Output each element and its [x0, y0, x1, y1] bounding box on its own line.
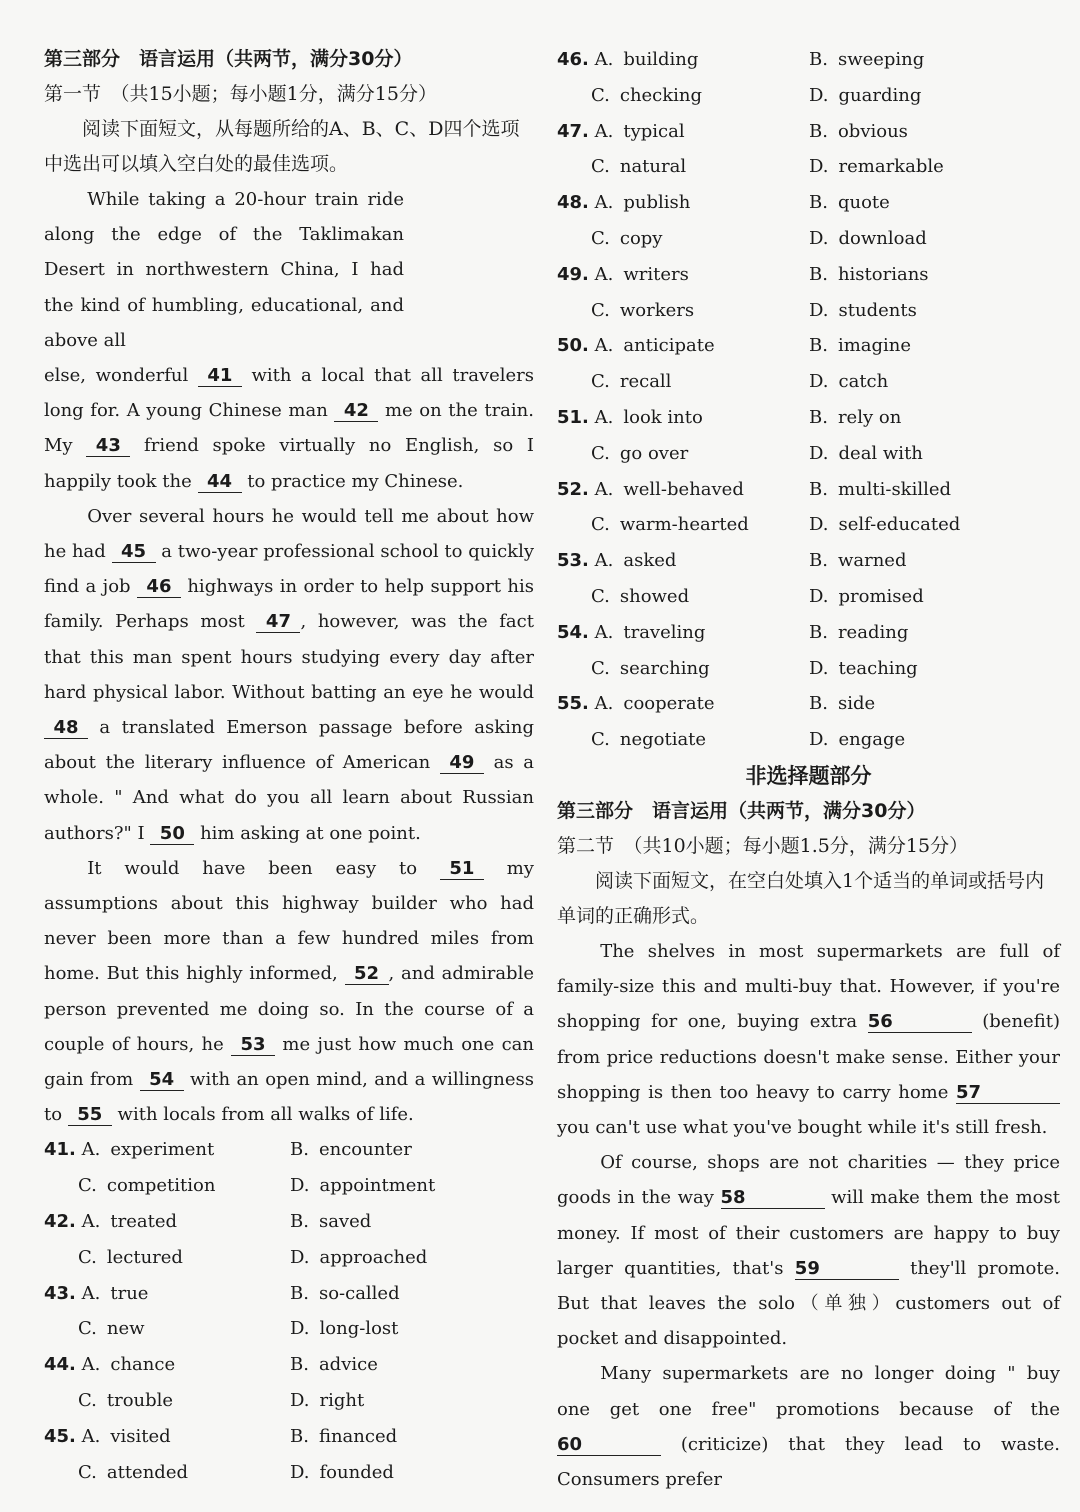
option-letter: B. — [290, 1139, 309, 1161]
options-41-45 — [44, 1132, 534, 1490]
passage-text: as a whole. " And what do you all learn about Russian authors?" I — [44, 752, 534, 844]
option-b[interactable] — [809, 472, 1060, 508]
option-b[interactable] — [809, 328, 1060, 364]
option-text: appointment — [319, 1175, 436, 1197]
option-text: traveling — [623, 621, 706, 643]
question-number: 42. — [44, 1211, 76, 1233]
option-a[interactable] — [557, 543, 809, 579]
question-number: 47. — [557, 120, 589, 142]
option-d[interactable] — [809, 579, 1060, 615]
option-d[interactable] — [809, 149, 1060, 185]
option-text: historians — [837, 263, 929, 285]
left-column — [44, 42, 534, 1490]
option-d[interactable] — [809, 651, 1060, 687]
blank-47[interactable]: 47 — [256, 612, 300, 633]
option-b[interactable] — [809, 185, 1060, 221]
option-a[interactable] — [557, 472, 809, 508]
passage-text: with a local that all travelers long for. A young Chinese man — [44, 365, 535, 422]
option-text: catch — [838, 371, 889, 393]
option-text: copy — [619, 227, 663, 249]
blank-46[interactable]: 46 — [137, 577, 181, 598]
part1-heading: 第一节 （共15小题；每小题1分，满分15分） — [44, 83, 437, 105]
option-b[interactable] — [809, 400, 1060, 436]
option-a[interactable] — [557, 328, 809, 364]
option-c[interactable] — [44, 1168, 290, 1204]
option-letter: B. — [809, 192, 828, 214]
passage1-paragraph2 — [44, 499, 534, 851]
passage-text: a translated Emerson passage before asking about the literary influence of American — [44, 717, 534, 774]
passage-text: The shelves in most supermarkets are full of family-size this and multi-buy that. However, if you're shopping for one, buying extra — [557, 940, 1060, 1033]
option-letter: A. — [594, 406, 614, 428]
option-b[interactable] — [290, 1132, 534, 1168]
option-text: experiment — [110, 1139, 215, 1161]
option-text: advice — [318, 1354, 378, 1376]
option-text: workers — [619, 299, 695, 321]
option-row — [557, 579, 1060, 615]
option-row — [557, 722, 1060, 758]
option-row — [557, 149, 1060, 185]
option-letter: D. — [809, 657, 829, 679]
option-letter: A. — [594, 192, 614, 214]
option-a[interactable] — [557, 42, 809, 78]
question-number: 46. — [557, 49, 589, 70]
passage-text: my assumptions about this highway builder who had never been more than a few hundred miles from home. But this highly informed, — [44, 857, 534, 985]
option-letter: C. — [78, 1175, 97, 1197]
question-number: 41. — [44, 1139, 76, 1161]
option-letter: C. — [591, 156, 610, 178]
blank-58[interactable]: 58 — [721, 1188, 825, 1209]
option-text: multi-skilled — [837, 478, 952, 500]
passage-text: with an open mind, and a willingness to — [44, 1069, 534, 1126]
passage-text: will make them the most money. If most of their customers are happy to buy larger quantities, that's — [557, 1187, 1060, 1279]
option-c[interactable] — [557, 364, 809, 400]
passage-text: with locals from all walks of life. — [117, 1104, 414, 1126]
option-row — [44, 1383, 534, 1419]
option-letter: C. — [78, 1390, 97, 1412]
option-letter: C. — [591, 585, 610, 607]
option-text: new — [106, 1318, 145, 1340]
option-letter: A. — [594, 693, 614, 715]
option-text: deal with — [838, 442, 923, 464]
option-c[interactable] — [557, 579, 809, 615]
option-text: encounter — [318, 1139, 412, 1161]
passage-text: you can't use what you've bought while it's still fresh. — [557, 1116, 1048, 1138]
option-d[interactable] — [809, 722, 1060, 758]
passage-text: While taking a 20-hour train ride along the edge of the Taklimakan Desert in northwestern China, I had the kind of humbling, educational, and above all — [44, 189, 404, 351]
option-text: warned — [837, 550, 907, 572]
option-letter: C. — [591, 729, 610, 751]
option-b[interactable] — [809, 257, 1060, 293]
option-letter: C. — [591, 442, 610, 464]
option-b[interactable] — [809, 114, 1060, 150]
option-text: recall — [619, 371, 672, 393]
option-c[interactable] — [557, 651, 809, 687]
option-text: obvious — [837, 120, 908, 142]
option-row — [557, 328, 1060, 364]
option-text: go over — [619, 442, 689, 464]
question-number: 43. — [44, 1282, 76, 1304]
option-letter: D. — [809, 299, 829, 321]
option-text: checking — [619, 84, 703, 106]
option-row — [44, 1347, 534, 1383]
option-c[interactable] — [557, 722, 809, 758]
option-row — [557, 472, 1060, 508]
blank-48[interactable]: 48 — [44, 718, 88, 739]
question-number: 52. — [557, 478, 589, 500]
option-letter: D. — [809, 442, 829, 464]
option-text: chance — [110, 1354, 176, 1376]
option-a[interactable] — [44, 1204, 290, 1240]
passage-text: , and admirable person prevented me doing so. In the course of a couple of hours, he — [44, 963, 534, 1055]
option-b[interactable] — [809, 42, 1060, 78]
option-text: showed — [619, 585, 690, 607]
option-text: self-educated — [838, 514, 961, 536]
option-letter: D. — [290, 1461, 310, 1483]
option-letter: B. — [809, 406, 828, 428]
option-row — [44, 1132, 534, 1168]
option-row — [557, 400, 1060, 436]
option-c[interactable] — [557, 221, 809, 257]
option-row — [44, 1419, 534, 1455]
passage-text: me just how much one can gain from — [44, 1033, 535, 1091]
option-a[interactable] — [44, 1419, 290, 1455]
option-b[interactable] — [809, 686, 1060, 722]
option-text: competition — [106, 1175, 216, 1197]
option-c[interactable] — [557, 78, 809, 114]
option-text: engage — [838, 729, 906, 751]
passage-text: highways in order to help support his family. Perhaps most — [44, 576, 534, 633]
option-letter: D. — [809, 514, 829, 536]
option-c[interactable] — [44, 1455, 290, 1491]
option-letter: C. — [591, 657, 610, 679]
option-letter: C. — [591, 514, 610, 536]
option-text: right — [319, 1390, 365, 1412]
option-text: publish — [623, 192, 691, 214]
blank-56[interactable]: 56 — [868, 1012, 972, 1033]
option-row — [557, 42, 1060, 78]
option-letter: D. — [290, 1390, 310, 1412]
option-c[interactable] — [557, 507, 809, 543]
option-d[interactable] — [290, 1311, 534, 1347]
option-text: saved — [318, 1211, 372, 1233]
passage-text: me on the train. My — [44, 400, 534, 457]
option-letter: C. — [591, 84, 610, 106]
option-letter: C. — [78, 1246, 97, 1268]
option-b[interactable] — [809, 615, 1060, 651]
option-text: building — [623, 49, 699, 70]
option-text: so-called — [318, 1282, 400, 1304]
passage-text: Over several hours he would tell me about how he had — [44, 505, 534, 563]
option-text: financed — [318, 1425, 398, 1447]
option-c[interactable] — [557, 149, 809, 185]
option-b[interactable] — [290, 1204, 534, 1240]
blank-51[interactable]: 51 — [440, 859, 484, 880]
option-text: look into — [623, 406, 703, 428]
passage2-paragraph3 — [557, 1356, 1060, 1497]
option-a[interactable] — [44, 1132, 290, 1168]
option-letter: B. — [809, 335, 828, 357]
option-row — [44, 1168, 534, 1204]
option-letter: D. — [809, 227, 829, 249]
option-row — [557, 293, 1060, 329]
blank-54[interactable]: 54 — [140, 1070, 184, 1091]
question-number: 44. — [44, 1354, 76, 1376]
option-letter: B. — [290, 1282, 309, 1304]
passage-text: Of course, shops are not charities — they price goods in the way — [557, 1152, 1060, 1209]
option-d[interactable] — [290, 1383, 534, 1419]
option-a[interactable] — [557, 114, 809, 150]
option-letter: C. — [591, 227, 610, 249]
option-text: guarding — [838, 84, 922, 106]
option-row — [44, 1276, 534, 1312]
option-row — [557, 686, 1060, 722]
option-row — [557, 114, 1060, 150]
option-row — [557, 78, 1060, 114]
option-text: founded — [319, 1461, 394, 1483]
blank-45[interactable]: 45 — [112, 542, 156, 563]
option-letter: A. — [81, 1425, 101, 1447]
option-letter: B. — [809, 478, 828, 500]
passage-text: they'll promote. But that leaves the solo（单独）customers out of pocket and disappointed. — [557, 1257, 1060, 1350]
option-letter: D. — [809, 371, 829, 393]
option-text: typical — [623, 120, 685, 142]
option-row — [557, 364, 1060, 400]
option-b[interactable] — [290, 1419, 534, 1455]
option-letter: A. — [594, 550, 614, 572]
option-letter: C. — [78, 1461, 97, 1483]
passage1-paragraph1 — [44, 358, 534, 499]
option-text: searching — [619, 657, 710, 679]
options-46-55 — [557, 42, 1060, 758]
passage-text: It would have been easy to — [87, 857, 418, 879]
option-row — [557, 615, 1060, 651]
option-text: warm-hearted — [619, 514, 749, 536]
option-letter: A. — [81, 1139, 101, 1161]
passage-text: else, wonderful — [44, 365, 189, 387]
option-row — [44, 1240, 534, 1276]
section3-heading-repeat: 第三部分 语言运用（共两节，满分30分） — [557, 799, 926, 822]
option-text: side — [837, 693, 876, 715]
option-text: students — [838, 299, 917, 321]
option-text: lectured — [106, 1246, 183, 1268]
blank-55[interactable]: 55 — [68, 1105, 112, 1126]
section3-heading: 第三部分 语言运用（共两节，满分30分） — [44, 48, 413, 70]
option-a[interactable] — [557, 400, 809, 436]
option-row — [557, 257, 1060, 293]
option-row — [557, 507, 1060, 543]
option-letter: B. — [290, 1354, 309, 1376]
option-c[interactable] — [44, 1240, 290, 1276]
option-text: trouble — [106, 1390, 174, 1412]
blank-50[interactable]: 50 — [150, 824, 194, 845]
option-text: well-behaved — [623, 478, 744, 500]
option-letter: D. — [809, 729, 829, 751]
option-letter: D. — [809, 156, 829, 178]
blank-53[interactable]: 53 — [231, 1035, 275, 1056]
blank-44[interactable]: 44 — [198, 472, 242, 493]
option-text: remarkable — [838, 156, 944, 178]
question-number: 55. — [557, 693, 589, 715]
option-letter: B. — [809, 263, 828, 285]
option-b[interactable] — [809, 543, 1060, 579]
option-text: natural — [619, 156, 687, 178]
option-text: true — [110, 1282, 149, 1304]
passage1-paragraph1-intro — [44, 182, 404, 358]
option-text: promised — [838, 585, 924, 607]
blank-59[interactable]: 59 — [795, 1259, 899, 1280]
option-d[interactable] — [809, 78, 1060, 114]
part1-instruction: 阅读下面短文，从每题所给的A、B、C、D四个选项中选出可以填入空白处的最佳选项。 — [44, 118, 520, 175]
option-d[interactable] — [809, 293, 1060, 329]
question-number: 53. — [557, 550, 589, 572]
question-number: 49. — [557, 263, 589, 285]
passage-text: Many supermarkets are no longer doing " buy one get one free" promotions because of the — [557, 1363, 1060, 1420]
question-number: 50. — [557, 335, 589, 357]
option-row — [44, 1204, 534, 1240]
option-text: writers — [623, 263, 689, 285]
option-b[interactable] — [290, 1347, 534, 1383]
question-number: 45. — [44, 1425, 76, 1447]
option-text: long-lost — [319, 1318, 399, 1340]
passage1-paragraph3 — [44, 851, 534, 1133]
part2-heading: 第二节 （共10小题；每小题1.5分，满分15分） — [557, 834, 969, 857]
blank-49[interactable]: 49 — [440, 753, 484, 774]
option-text: visited — [110, 1425, 171, 1447]
blank-41[interactable]: 41 — [198, 366, 242, 387]
option-letter: A. — [594, 120, 614, 142]
option-a[interactable] — [44, 1276, 290, 1312]
option-text: quote — [837, 192, 890, 214]
option-letter: C. — [591, 371, 610, 393]
option-d[interactable] — [809, 364, 1060, 400]
option-letter: D. — [809, 585, 829, 607]
option-text: sweeping — [837, 49, 925, 70]
option-letter: B. — [809, 120, 828, 142]
option-letter: B. — [809, 550, 828, 572]
passage-text: a two-year professional school to quickly find a job — [44, 541, 534, 598]
passage-text: (criticize) that they lead to waste. Consumers prefer — [557, 1433, 1060, 1490]
nonchoice-heading: 非选择题部分 — [745, 763, 872, 788]
option-letter: B. — [809, 49, 828, 70]
passage2-paragraph1 — [557, 934, 1060, 1145]
option-text: negotiate — [619, 729, 707, 751]
option-text: anticipate — [623, 335, 715, 357]
option-row — [557, 651, 1060, 687]
option-letter: B. — [809, 693, 828, 715]
option-text: asked — [623, 550, 677, 572]
option-c[interactable] — [557, 436, 809, 472]
option-d[interactable] — [809, 507, 1060, 543]
blank-52[interactable]: 52 — [345, 964, 389, 985]
option-letter: A. — [594, 263, 614, 285]
option-letter: D. — [809, 84, 829, 106]
option-text: download — [838, 227, 927, 249]
option-text: reading — [837, 621, 909, 643]
question-number: 48. — [557, 192, 589, 214]
option-letter: D. — [290, 1318, 310, 1340]
passage-text: , however, was the fact that this man spent hours studying every day after hard physical labor. Without batting an eye he would — [44, 611, 534, 703]
option-text: rely on — [837, 406, 902, 428]
option-letter: D. — [290, 1175, 310, 1197]
option-a[interactable] — [557, 686, 809, 722]
option-letter: C. — [591, 299, 610, 321]
part2-instruction: 阅读下面短文，在空白处填入1个适当的单词或括号内单词的正确形式。 — [557, 869, 1045, 927]
blank-43[interactable]: 43 — [86, 436, 130, 457]
blank-42[interactable]: 42 — [334, 401, 378, 422]
option-d[interactable] — [290, 1168, 534, 1204]
option-letter: B. — [809, 621, 828, 643]
option-letter: B. — [290, 1425, 309, 1447]
blank-57[interactable]: 57 — [956, 1083, 1060, 1104]
option-row — [557, 185, 1060, 221]
option-c[interactable] — [557, 293, 809, 329]
option-letter: A. — [594, 621, 614, 643]
option-row — [557, 543, 1060, 579]
option-letter: A. — [81, 1354, 101, 1376]
option-d[interactable] — [809, 221, 1060, 257]
option-text: imagine — [837, 335, 912, 357]
option-d[interactable] — [809, 436, 1060, 472]
option-a[interactable] — [557, 615, 809, 651]
option-c[interactable] — [44, 1311, 290, 1347]
option-a[interactable] — [44, 1347, 290, 1383]
passage-text: him asking at one point. — [200, 822, 421, 844]
option-text: attended — [106, 1461, 188, 1483]
right-column — [557, 42, 1060, 1497]
option-row — [44, 1311, 534, 1347]
passage-text: friend spoke virtually no English, so I happily took the — [44, 435, 534, 492]
passage-text: to practice my Chinese. — [247, 470, 464, 492]
passage2-paragraph2 — [557, 1145, 1060, 1356]
passage-text: (benefit) from price reductions doesn't make sense. Either your shopping is then too heavy to carry home — [557, 1011, 1060, 1103]
option-letter: C. — [78, 1318, 97, 1340]
option-letter: A. — [594, 335, 614, 357]
option-a[interactable] — [557, 185, 809, 221]
option-d[interactable] — [290, 1455, 534, 1491]
option-letter: A. — [81, 1211, 101, 1233]
option-d[interactable] — [290, 1240, 534, 1276]
option-letter: B. — [290, 1211, 309, 1233]
option-text: approached — [319, 1246, 428, 1268]
question-number: 54. — [557, 621, 589, 643]
option-a[interactable] — [557, 257, 809, 293]
option-row — [557, 436, 1060, 472]
blank-60[interactable]: 60 — [557, 1435, 661, 1456]
option-text: cooperate — [623, 693, 715, 715]
option-letter: A. — [594, 478, 614, 500]
option-row — [44, 1455, 534, 1491]
option-row — [557, 221, 1060, 257]
option-b[interactable] — [290, 1276, 534, 1312]
question-number: 51. — [557, 406, 589, 428]
option-letter: D. — [290, 1246, 310, 1268]
option-letter: A. — [81, 1282, 101, 1304]
option-text: teaching — [838, 657, 918, 679]
option-text: treated — [110, 1211, 177, 1233]
option-letter: A. — [594, 49, 614, 70]
option-c[interactable] — [44, 1383, 290, 1419]
